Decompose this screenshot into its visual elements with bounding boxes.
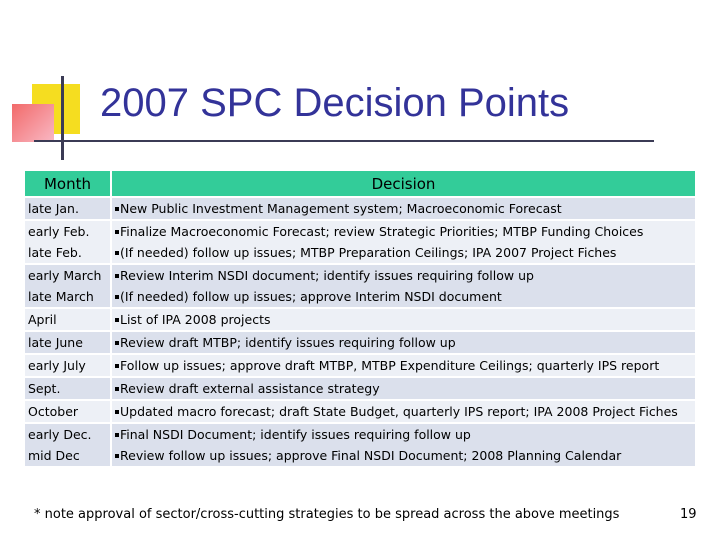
decision-item	[115, 445, 692, 466]
decision-item	[115, 355, 692, 376]
month-cell	[24, 264, 111, 308]
month-label: early Feb.	[28, 224, 90, 239]
decision-cell	[111, 308, 696, 331]
decision-text: Review Interim NSDI document; identify issues requiring follow up	[120, 268, 534, 283]
decision-item	[115, 378, 692, 399]
square-bullet-icon	[115, 341, 119, 345]
decision-item	[115, 221, 692, 242]
slide-logo	[0, 0, 100, 170]
decision-text: Review draft external assistance strategy	[120, 381, 380, 396]
table-row	[24, 264, 696, 308]
square-bullet-icon	[115, 207, 119, 211]
month-label: Sept.	[28, 381, 61, 396]
month-label: October	[28, 404, 79, 419]
month-cell	[24, 377, 111, 400]
month-cell	[24, 197, 111, 220]
month-label: late March	[28, 289, 94, 304]
decision-text: Updated macro forecast; draft State Budget, quarterly IPS report; IPA 2008 Project Fiches	[120, 404, 678, 419]
table-row	[24, 354, 696, 377]
square-bullet-icon	[115, 454, 119, 458]
month-label: early July	[28, 358, 86, 373]
month-cell	[24, 354, 111, 377]
table-row	[24, 423, 696, 467]
decision-item	[115, 265, 692, 286]
table-row	[24, 220, 696, 264]
square-bullet-icon	[115, 230, 119, 234]
decision-header: Decision	[111, 170, 696, 197]
decision-cell	[111, 331, 696, 354]
square-bullet-icon	[115, 274, 119, 278]
title-underline	[34, 140, 654, 142]
table-row	[24, 400, 696, 423]
decision-text: Finalize Macroeconomic Forecast; review Strategic Priorities; MTBP Funding Choices	[120, 224, 644, 239]
page-number: 19	[680, 507, 697, 522]
decision-text: List of IPA 2008 projects	[120, 312, 271, 327]
table-row	[24, 197, 696, 220]
decision-cell	[111, 220, 696, 264]
decision-text: Review draft MTBP; identify issues requiring follow up	[120, 335, 456, 350]
logo-red-square	[12, 104, 54, 142]
table-header-row	[24, 170, 696, 197]
decision-cell	[111, 400, 696, 423]
month-cell	[24, 308, 111, 331]
table-row	[24, 377, 696, 400]
square-bullet-icon	[115, 251, 119, 255]
decision-cell	[111, 423, 696, 467]
decision-text: (If needed) follow up issues; approve Interim NSDI document	[120, 289, 502, 304]
month-header: Month	[24, 170, 111, 197]
month-label: April	[28, 312, 57, 327]
month-cell	[24, 400, 111, 423]
logo-vertical-line	[61, 76, 64, 160]
decision-cell	[111, 354, 696, 377]
decision-item	[115, 198, 692, 219]
decision-item	[115, 401, 692, 422]
month-cell	[24, 331, 111, 354]
decision-cell	[111, 264, 696, 308]
decision-item	[115, 424, 692, 445]
decision-text: Review follow up issues; approve Final NSDI Document; 2008 Planning Calendar	[120, 448, 622, 463]
table-row	[24, 308, 696, 331]
decision-item	[115, 286, 692, 307]
table-row	[24, 331, 696, 354]
month-label: late Jan.	[28, 201, 79, 216]
square-bullet-icon	[115, 433, 119, 437]
month-cell	[24, 220, 111, 264]
decision-text: New Public Investment Management system; Macroeconomic Forecast	[120, 201, 562, 216]
square-bullet-icon	[115, 387, 119, 391]
month-cell	[24, 423, 111, 467]
month-label: late June	[28, 335, 83, 350]
square-bullet-icon	[115, 318, 119, 322]
square-bullet-icon	[115, 295, 119, 299]
decision-text: (If needed) follow up issues; MTBP Preparation Ceilings; IPA 2007 Project Fiches	[120, 245, 617, 260]
month-label: mid Dec	[28, 448, 80, 463]
decision-text: Follow up issues; approve draft MTBP, MTBP Expenditure Ceilings; quarterly IPS report	[120, 358, 660, 373]
month-label: early Dec.	[28, 427, 92, 442]
square-bullet-icon	[115, 364, 119, 368]
footnote: * note approval of sector/cross-cutting strategies to be spread across the above meetings	[34, 507, 620, 522]
square-bullet-icon	[115, 410, 119, 414]
decision-item	[115, 309, 692, 330]
decision-table	[23, 169, 697, 468]
month-label: early March	[28, 268, 102, 283]
decision-item	[115, 332, 692, 353]
month-label: late Feb.	[28, 245, 82, 260]
decision-text: Final NSDI Document; identify issues requiring follow up	[120, 427, 471, 442]
decision-cell	[111, 377, 696, 400]
decision-cell	[111, 197, 696, 220]
slide-title: 2007 SPC Decision Points	[100, 81, 570, 125]
decision-item	[115, 242, 692, 263]
